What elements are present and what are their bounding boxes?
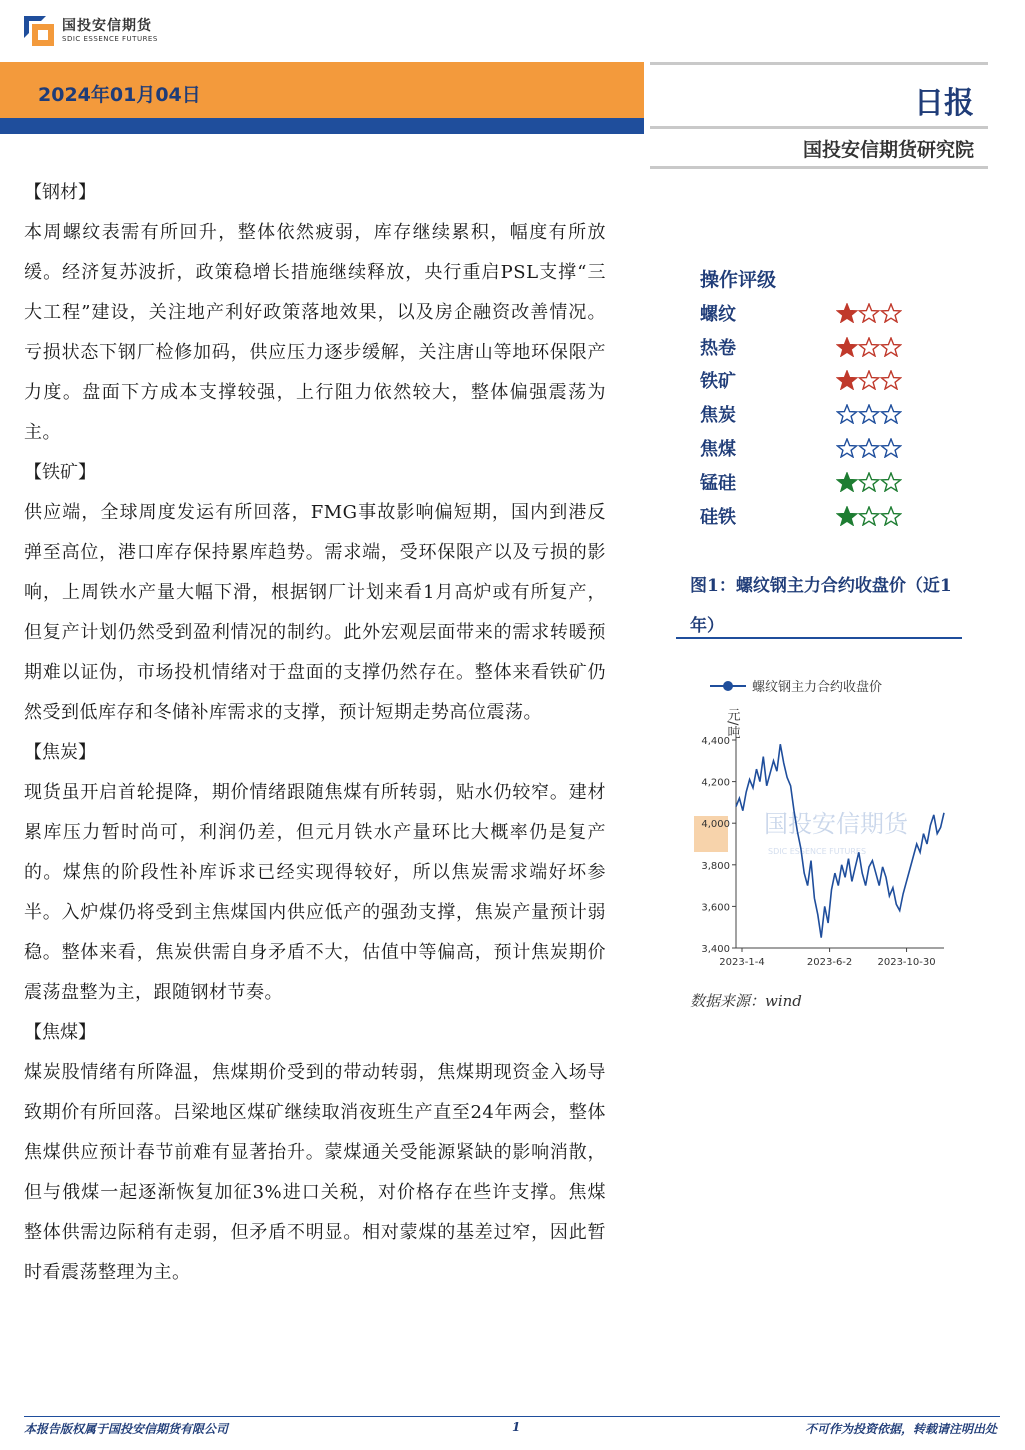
rating-stars <box>836 337 902 357</box>
y-tick-label: 4,400 <box>701 736 730 747</box>
logo-mark-icon <box>24 16 54 46</box>
footer-disclaimer: 不可作为投资依据，转载请注明出处 <box>804 1422 997 1436</box>
star-outline-icon <box>880 370 902 390</box>
star-outline-icon <box>858 404 880 424</box>
figure-divider <box>676 637 962 639</box>
star-outline-icon <box>858 438 880 458</box>
star-outline-icon <box>880 404 902 424</box>
x-tick-label: 2023-1-4 <box>719 957 765 968</box>
report-type: 日报 <box>914 86 974 121</box>
rating-product-name: 硅铁 <box>700 506 736 528</box>
y-tick-label: 3,800 <box>701 860 730 872</box>
rating-row <box>700 431 930 465</box>
rating-product-name: 热卷 <box>700 337 736 359</box>
star-outline-icon <box>858 337 880 357</box>
legend-marker <box>723 681 733 691</box>
section-heading-iron-ore: 【铁矿】 <box>24 462 96 483</box>
series-line-rebar-close <box>736 744 944 937</box>
institute-name: 国投安信期货研究院 <box>802 139 974 161</box>
header-blue-band <box>0 118 644 134</box>
star-outline-icon <box>880 472 902 492</box>
rating-product-name: 锰硅 <box>700 472 736 494</box>
star-filled-icon <box>836 370 858 390</box>
line-chart-svg <box>676 668 966 978</box>
rating-title: 操作评级 <box>700 269 777 291</box>
rating-product-name: 铁矿 <box>700 371 736 393</box>
company-logo <box>24 16 158 46</box>
star-outline-icon <box>836 404 858 424</box>
header-divider <box>650 126 988 129</box>
star-filled-icon <box>836 303 858 323</box>
star-outline-icon <box>880 506 902 526</box>
section-heading-steel: 【钢材】 <box>24 182 96 203</box>
star-outline-icon <box>880 438 902 458</box>
y-tick-label: 4,000 <box>701 819 730 831</box>
y-axis-label: 元/吨 <box>724 708 740 739</box>
rating-row <box>700 330 930 364</box>
star-outline-icon <box>858 303 880 323</box>
rating-stars <box>836 472 902 492</box>
star-outline-icon <box>836 438 858 458</box>
report-date: 2024年01月04日 <box>38 84 201 106</box>
section-text-steel: 本周螺纹表需有所回升，整体依然疲弱，库存继续累积，幅度有所放缓。经济复苏波折，政策稳增长措施继续释放，央行重启PSL支撑“三大工程”建设，关注地产利好政策落地效果，以及房企融资改善情况。亏损状态下钢厂检修加码，供应压力逐步缓解，关注唐山等地环保限产力度。盘面下方成本支撑较强，上行阻力依然较大，整体偏强震荡为主。 <box>24 222 606 443</box>
star-filled-icon <box>836 472 858 492</box>
star-outline-icon <box>880 337 902 357</box>
rating-stars <box>836 303 902 323</box>
rating-row <box>700 364 930 398</box>
section-text-coking-coal: 煤炭股情绪有所降温，焦煤期价受到的带动转弱，焦煤期现资金入场导致期价有所回落。吕梁地区煤矿继续取消夜班生产直至24年两会，整体焦煤供应预计春节前难有显著抬升。蒙煤通关受能源紧缺的影响消散，但与俄煤一起逐渐恢复加征3%进口关税，对价格存在些许支撑。焦煤整体供需边际稍有走弱，但矛盾不明显。相对蒙煤的基差过窄，因此暂时看震荡整理为主。 <box>24 1062 606 1283</box>
legend-label: 螺纹钢主力合约收盘价 <box>752 680 883 695</box>
header-divider <box>650 166 988 169</box>
star-filled-icon <box>836 337 858 357</box>
rating-product-name: 螺纹 <box>700 303 736 325</box>
figure-title: 图1：螺纹钢主力合约收盘价（近1年） <box>690 576 952 636</box>
footer-copyright: 本报告版权属于国投安信期货有限公司 <box>24 1422 229 1436</box>
star-filled-icon <box>836 506 858 526</box>
logo-name-en: SDIC ESSENCE FUTURES <box>62 35 158 43</box>
rating-row <box>700 397 930 431</box>
section-text-coke: 现货虽开启首轮提降，期价情绪跟随焦煤有所转弱，贴水仍较窄。建材累库压力暂时尚可，利润仍差，但元月铁水产量环比大概率仍是复产的。煤焦的阶段性补库诉求已经实现得较好，所以焦炭需求端好坏参半。入炉煤仍将受到主焦煤国内供应低产的强劲支撑，焦炭产量预计弱稳。整体来看，焦炭供需自身矛盾不大，估值中等偏高，预计焦炭期价震荡盘整为主，跟随钢材节奏。 <box>24 782 606 1003</box>
x-tick-label: 2023-10-30 <box>877 957 936 968</box>
rating-row <box>700 296 930 330</box>
star-outline-icon <box>880 303 902 323</box>
y-tick-label: 3,400 <box>701 944 730 955</box>
watermark-text: 国投安信期货 <box>764 810 908 838</box>
footer-divider <box>24 1416 1000 1417</box>
rating-stars <box>836 404 902 424</box>
watermark-text-en: SDIC ESSENCE FUTURES <box>768 847 867 856</box>
rating-row <box>700 465 930 499</box>
data-source: 数据来源：wind <box>690 992 802 1010</box>
page-number: 1 <box>512 1420 521 1434</box>
x-tick-label: 2023-6-2 <box>806 957 853 968</box>
section-text-iron-ore: 供应端，全球周度发运有所回落，FMG事故影响偏短期，国内到港反弹至高位，港口库存保持累库趋势。需求端，受环保限产以及亏损的影响，上周铁水产量大幅下滑，根据钢厂计划来看1月高炉或有所复产，但复产计划仍然受到盈利情况的制约。此外宏观层面带来的需求转暖预期难以证伪，市场投机情绪对于盘面的支撑仍然存在。整体来看铁矿仍然受到低库存和冬储补库需求的支撑，预计短期走势高位震荡。 <box>24 502 606 723</box>
y-tick-label: 4,200 <box>701 777 730 789</box>
report-header-right <box>650 62 988 172</box>
y-tick-label: 3,600 <box>701 902 730 914</box>
star-outline-icon <box>858 506 880 526</box>
report-body <box>24 173 606 1293</box>
price-chart <box>676 668 966 978</box>
section-heading-coking-coal: 【焦煤】 <box>24 1022 96 1043</box>
rating-stars <box>836 438 902 458</box>
section-heading-coke: 【焦炭】 <box>24 742 96 763</box>
rating-product-name: 焦煤 <box>700 439 736 461</box>
header-divider <box>650 62 988 65</box>
rating-product-name: 焦炭 <box>700 405 736 427</box>
rating-stars <box>836 506 902 526</box>
logo-name-cn: 国投安信期货 <box>62 18 152 34</box>
rating-list <box>700 296 930 533</box>
rating-stars <box>836 370 902 390</box>
star-outline-icon <box>858 472 880 492</box>
star-outline-icon <box>858 370 880 390</box>
rating-row <box>700 499 930 533</box>
